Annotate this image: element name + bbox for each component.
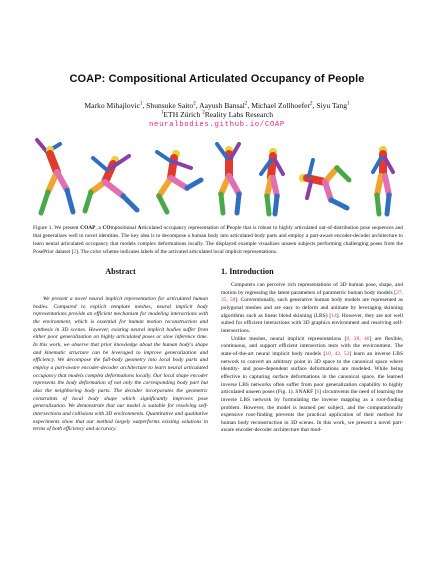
author-name: Aayush Bansal bbox=[199, 101, 245, 110]
paragraph-text: ] are flexible, continuous, and support efficient intersection tests with the environment. The state-of-the-art neural implicit body models [ bbox=[221, 335, 404, 357]
citation-link[interactable]: 2 bbox=[73, 249, 77, 255]
body-figure-4 bbox=[217, 144, 239, 213]
caption-emphasis: CO bbox=[102, 225, 111, 231]
paragraph-text: ]. Conventionally, such generative human body models are represented as polygonal meshes and are easy to deform and animate by leveraging skinning algorithms such as linear blend skinning (LBS) [ bbox=[221, 297, 403, 319]
body-figure-7 bbox=[373, 146, 393, 214]
introduction-body bbox=[221, 282, 403, 435]
author-name: Siyu Tang bbox=[316, 101, 348, 110]
citation-link[interactable]: 27, 35, 58 bbox=[221, 289, 403, 304]
caption-text: , a bbox=[95, 225, 103, 231]
paragraph-text: ]. However, they are not well suited for efficient interactions with 3D graphics environment and resolving self-intersections. bbox=[221, 312, 403, 334]
body-figure-2 bbox=[85, 156, 137, 211]
caption-emphasis: COAP bbox=[80, 225, 96, 231]
paper-title: COAP: Compositional Articulated Occupancy of People bbox=[69, 73, 365, 85]
affiliation-number: 2 bbox=[202, 110, 205, 116]
caption-text: ]. The color scheme indicates labels of the activated articulated local implicit representations. bbox=[76, 249, 278, 255]
paragraph-text: Unlike meshes, neural implicit representations [ bbox=[231, 335, 347, 342]
citation-link[interactable]: 10, 42, 52 bbox=[325, 350, 350, 357]
figure-caption bbox=[33, 224, 403, 256]
caption-label: Figure 1. bbox=[33, 225, 53, 231]
caption-text: rticulated occupancy representation of bbox=[141, 225, 227, 231]
abstract-text: We present a novel neural implicit representation for articulated human bodies. Compared to explicit template meshes, neural implicit body representations provide an efficient mechanism for modeling interactions with the environment, which is essential for human motion reconstruction and synthesis in 3D scenes. However, existing neural implicit bodies suffer from either poor generalization on highly articulated poses or slow inference time. In this work, we observe that prior knowledge about the human body's shape and kinematic structure can be leveraged to improve generalization and efficiency. We decompose the full-body geometry into local body parts and employ a part-aware encoder-decoder architecture to learn neural articulated occupancy that models complex deformations locally. Our local shape encoder represents the body deformation of not only the corresponding body part but also the neighboring body parts. The decoder incorporates the geometric constraints of local body shape which significantly improves pose generalization. We demonstrate that our model is suitable for resolving self-intersections and collisions with 3D environments. Quantitative and qualitative experiments show that our method largely outperforms existing solutions in terms of both efficiency and accuracy. bbox=[33, 296, 208, 433]
citation-link[interactable]: 6 bbox=[316, 389, 320, 396]
affiliation-marker: 2 bbox=[244, 101, 248, 107]
teaser-figure bbox=[33, 138, 403, 218]
citation-link[interactable]: 14 bbox=[331, 312, 337, 319]
introduction-heading: 1. Introduction bbox=[221, 267, 274, 276]
affiliation-name: ETH Zürich bbox=[163, 110, 201, 119]
paragraph-text: ] circumvents the need of learning the inverse LBS network by formulating the inverse mapping as a root-finding problem. However, the model is learned per subject, and the computationally expensive root-finding prevents the practical application of their method for human body reconstruction in 3D scenes. In this work, we present a novel part-aware encoder-decoder architecture that mod- bbox=[221, 389, 403, 434]
caption-emphasis: A bbox=[137, 225, 142, 231]
body-figure-3 bbox=[157, 150, 201, 212]
paragraph-text: Computers can perceive rich representations of 3D human pose, shape, and motion by regressing the latent parameters of parametric human body models [ bbox=[221, 282, 403, 296]
author-name: Michael Zollhoefer bbox=[251, 101, 311, 110]
abstract-body bbox=[33, 296, 208, 434]
author-list: Marko Mihajlovic$^1$, Shunsuke Saito$^2$, Aayush Bansal$^2$, Michael Zollhoefer$^2$, Siyu Tang$^1$ bbox=[84, 101, 350, 110]
caption-text: eople that is robust to highly articulated out-of-distribution pose sequences and that generalizes well to novel identities. The key idea is to decompose a human body into articulated body parts and employ a part-aware encoder-decoder architecture to learn neural articulated occupancy that models complex deformations locally. The displayed example visualizes unseen subjects performing challenging poses from the PosePrior dataset [ bbox=[33, 225, 404, 255]
affiliation-marker: 2 bbox=[310, 101, 313, 107]
paragraph-text: ] learn an inverse LBS network to convert an arbitrary point in 3D space to the canonical space where identity- and pose-dependent surface deformations are modeled. While being effective in capturing surface deformations in the canonical space, the learned inverse LBS networks often suffer from poor generalization capability to highly articulated unseen poses (Fig. 1). SNARF [ bbox=[221, 350, 404, 396]
affiliation-marker: 2 bbox=[193, 101, 196, 107]
affiliation-number: 1 bbox=[160, 110, 164, 116]
paragraph bbox=[221, 336, 403, 436]
author-name: Shunsuke Saito bbox=[146, 101, 194, 110]
project-url[interactable]: neuralbodies.github.io/COAP bbox=[149, 121, 285, 129]
affiliation-marker: 1 bbox=[139, 101, 143, 107]
caption-emphasis: P bbox=[226, 225, 230, 231]
body-figure-6 bbox=[299, 160, 349, 208]
citation-link[interactable]: 8, 28, 40 bbox=[346, 335, 370, 342]
affiliations bbox=[0, 110, 434, 119]
caption-text: mpositional bbox=[110, 225, 138, 231]
abstract-heading: Abstract bbox=[105, 267, 136, 276]
affiliation-marker: 1 bbox=[347, 101, 350, 107]
paragraph bbox=[221, 282, 403, 336]
body-figure-5 bbox=[261, 148, 283, 214]
author-name: Marko Mihajlovic bbox=[84, 101, 140, 110]
affiliation-name: Reality Labs Research bbox=[204, 110, 274, 119]
body-figure-1 bbox=[37, 140, 73, 213]
caption-text: We present bbox=[52, 225, 81, 231]
